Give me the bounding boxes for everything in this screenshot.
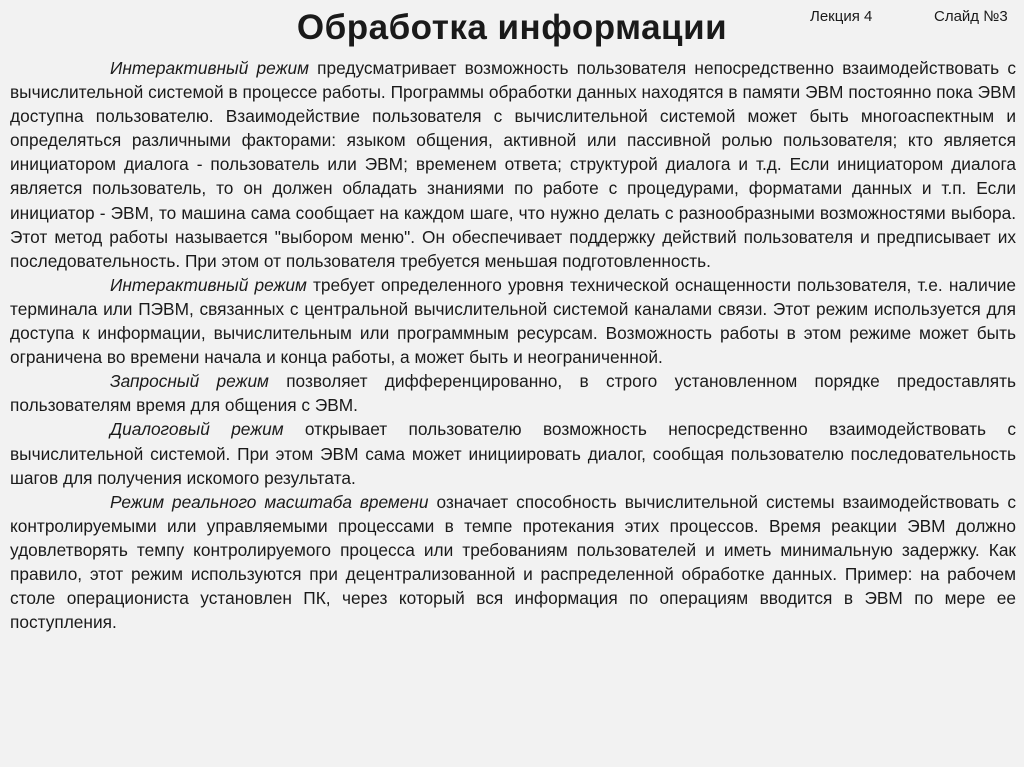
paragraph-text: требует определенного уровня технической оснащенности пользователя, т.е. наличие терминала или ПЭВМ, связанных с центральной вычислительной системой каналами связи. Этот режим используется для доступа к информации, вычислительным или программным ресурсам. Возможность работы в этом режиме может быть ограничена во времени начала и конца работы, а может быть и неограниченной. [10,274,1016,368]
paragraph-text: предусматривает возможность пользователя непосредственно взаимодействовать с вычислительной системой в процессе работы. Программы обработки данных находятся в памяти ЭВМ постоянно пока ЭВМ доступна пользователю. Взаимодействие пользователя с вычислительной системой может быть многоаспектным и определяться различными факторами: языком общения, активной или пассивной ролью пользователя; кто является инициатором диалога - пользователь или ЭВМ; временем ответа; структурой диалога и т.д. Если инициатором диалога является пользователь, то он должен обладать знаниями по работе с процедурами, форматами данных и т.п. Если инициатор - ЭВМ, то машина сама сообщает на каждом шаге, что нужно делать с разнообразными возможностями выбора. Этот метод работы называется "выбором меню". Он обеспечивает поддержку действий пользователя и предписывает их последовательность. При этом от пользователя требуется меньшая подготовленность. [10,58,1016,271]
slide-title: Обработка информации [296,8,728,47]
lecture-label: Лекция 4 [810,8,873,25]
paragraph-text: означает способность вычислительной системы взаимодействовать с контролируемыми или управляемыми процессами в темпе протекания этих процессов. Время реакции ЭВМ должно удовлетворять темпу контролируемого процесса или требованиям пользователей и иметь минимальную задержку. Как правило, этот режим используются при децентрализованной и распределенной обработке данных. Пример: на рабочем столе операциониста установлен ПК, через который вся информация по операциям вводится в ЭВМ по мере ее поступления. [10,491,1016,633]
paragraph-interactive-mode [10,56,1016,273]
paragraph-text: открывает пользователю возможность непосредственно взаимодействовать с вычислительной системой. При этом ЭВМ сама может инициировать диалог, сообщая пользователю последовательность шагов для получения искомого результата. [10,419,1016,488]
paragraph-request-mode [10,369,1016,417]
term: Запросный режим [110,371,269,392]
paragraph-real-time-mode [10,490,1016,635]
term: Диалоговый режим [110,419,284,440]
paragraph-dialog-mode [10,417,1016,489]
paragraph-interactive-mode-requirements [10,273,1016,369]
slide-number: Слайд №3 [934,8,1008,25]
term: Интерактивный режим [110,274,307,295]
slide-body [10,56,1016,634]
term: Режим реального масштаба времени [110,491,429,512]
term: Интерактивный режим [110,58,309,78]
paragraph-text: позволяет дифференцированно, в строго установленном порядке предоставлять пользователям время для общения с ЭВМ. [10,371,1016,416]
